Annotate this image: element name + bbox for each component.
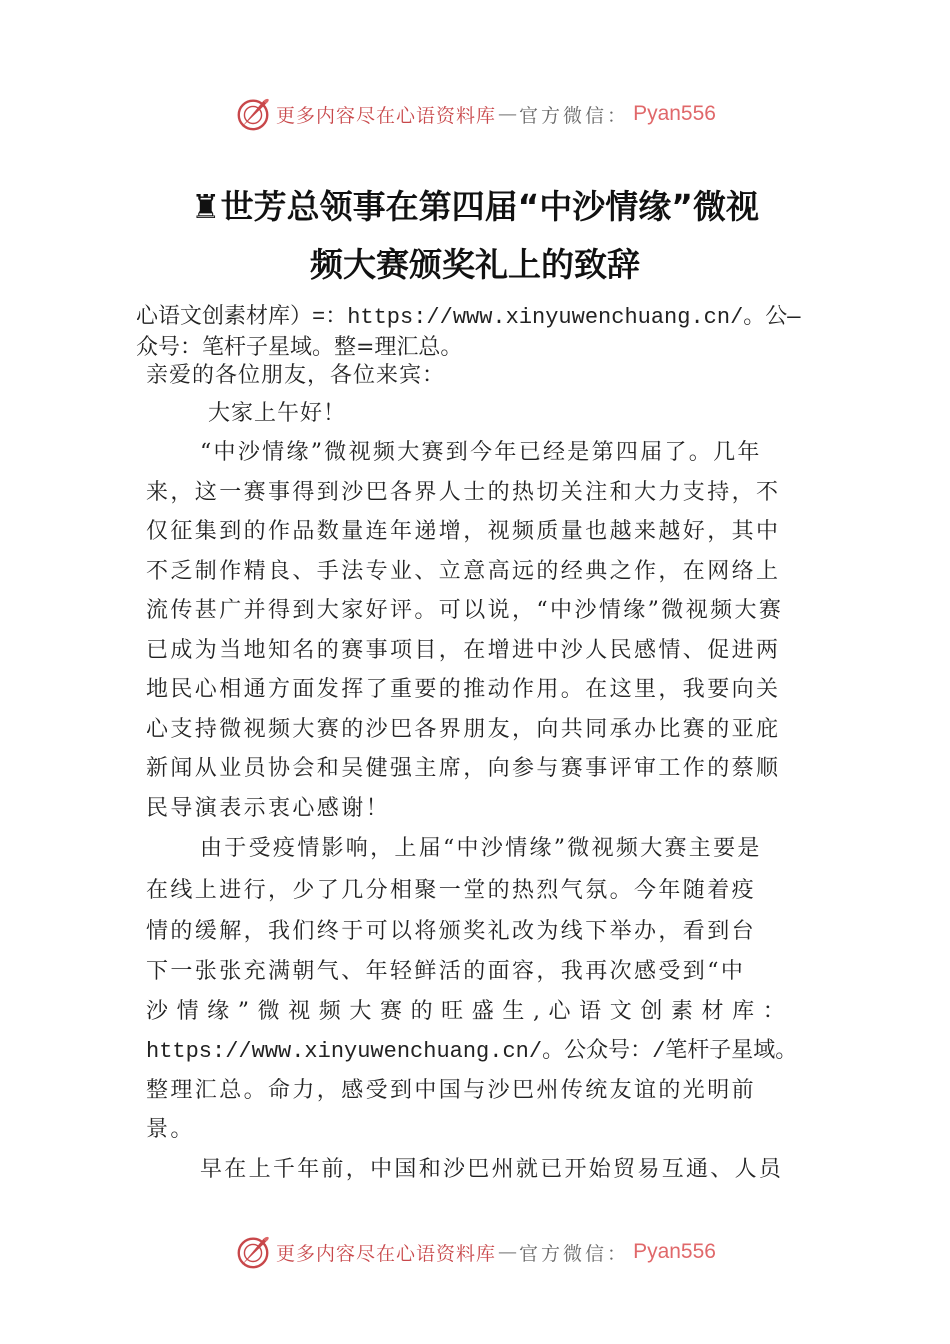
header-banner	[0, 94, 950, 134]
body-line: “中沙情缘”微视频大赛到今年已经是第四届了。几年	[200, 440, 762, 465]
body-line: 新闻从业员协会和吴健强主席，向参与赛事评审工作的蔡顺	[146, 756, 781, 781]
document-title-line-1: ♜世芳总领事在第四届“中沙情缘”微视	[191, 187, 759, 226]
body-line: 在线上进行，少了几分相聚一堂的热烈气氛。今年随着疫	[146, 878, 757, 903]
body-line: 心支持微视频大赛的沙巴各界朋友，向共同承办比赛的亚庇	[146, 717, 781, 742]
body-line: 众号：笔杆子星域。整=理汇总。	[136, 335, 463, 360]
banner-text: 更多内容尽在心语资料库	[276, 104, 497, 127]
body-line: 已成为当地知名的赛事项目，在增进中沙人民感情、促进两	[146, 638, 781, 663]
body-line: 沙 情 缘 ” 微 视 频 大 赛 的 旺 盛 生 , 心 语 文 创 素 材 库 ：	[146, 999, 786, 1024]
banner-text: 更多内容尽在心语资料库	[276, 1242, 497, 1265]
body-line: 整理汇总。命力，感受到中国与沙巴州传统友谊的光明前	[146, 1078, 757, 1103]
banner-wechat-id: Pyan556	[633, 1240, 716, 1263]
body-line: 下一张张充满朝气、年轻鲜活的面容，我再次感受到“中	[146, 959, 746, 984]
body-line: 民导演表示衷心感谢！	[146, 796, 391, 821]
body-line: 情的缓解，我们终于可以将颁奖礼改为线下举办，看到台	[146, 919, 757, 944]
banner-dash: —	[498, 1241, 518, 1263]
quill-logo-icon	[234, 95, 272, 133]
body-line: 由于受疫情影响，上届“中沙情缘”微视频大赛主要是	[200, 836, 762, 861]
body-line: 亲爱的各位朋友，各位来宾：	[146, 363, 446, 388]
body-line: 早在上千年前，中国和沙巴州就已开始贸易互通、人员	[200, 1157, 784, 1182]
document-title-line-2: 频大赛颁奖礼上的致辞	[310, 245, 640, 284]
banner-wechat-id: Pyan556	[633, 102, 716, 125]
body-line: https://www.xinyuwenchuang.cn/。公众号：/笔杆子星域。	[146, 1039, 798, 1064]
body-line: 流传甚广并得到大家好评。可以说，“中沙情缘”微视频大赛	[146, 598, 784, 623]
body-line: 不乏制作精良、手法专业、立意高远的经典之作，在网络上	[146, 559, 781, 584]
body-line: 来，这一赛事得到沙巴各界人士的热切关注和大力支持，不	[146, 480, 781, 505]
quill-logo-icon	[234, 1233, 272, 1271]
footer-banner	[0, 1232, 950, 1272]
body-line: 地民心相通方面发挥了重要的推动作用。在这里，我要向关	[146, 677, 781, 702]
body-line: 大家上午好！	[208, 401, 347, 426]
body-line: 心语文创素材库）=：https://www.xinyuwenchuang.cn/。公—	[136, 305, 801, 330]
banner-dash: —	[498, 103, 518, 125]
banner-wechat-label: 官方微信：	[519, 1242, 630, 1265]
banner-wechat-label: 官方微信：	[519, 104, 630, 127]
body-line: 仅征集到的作品数量连年递增，视频质量也越来越好，其中	[146, 519, 781, 544]
body-line: 景。	[146, 1117, 195, 1142]
